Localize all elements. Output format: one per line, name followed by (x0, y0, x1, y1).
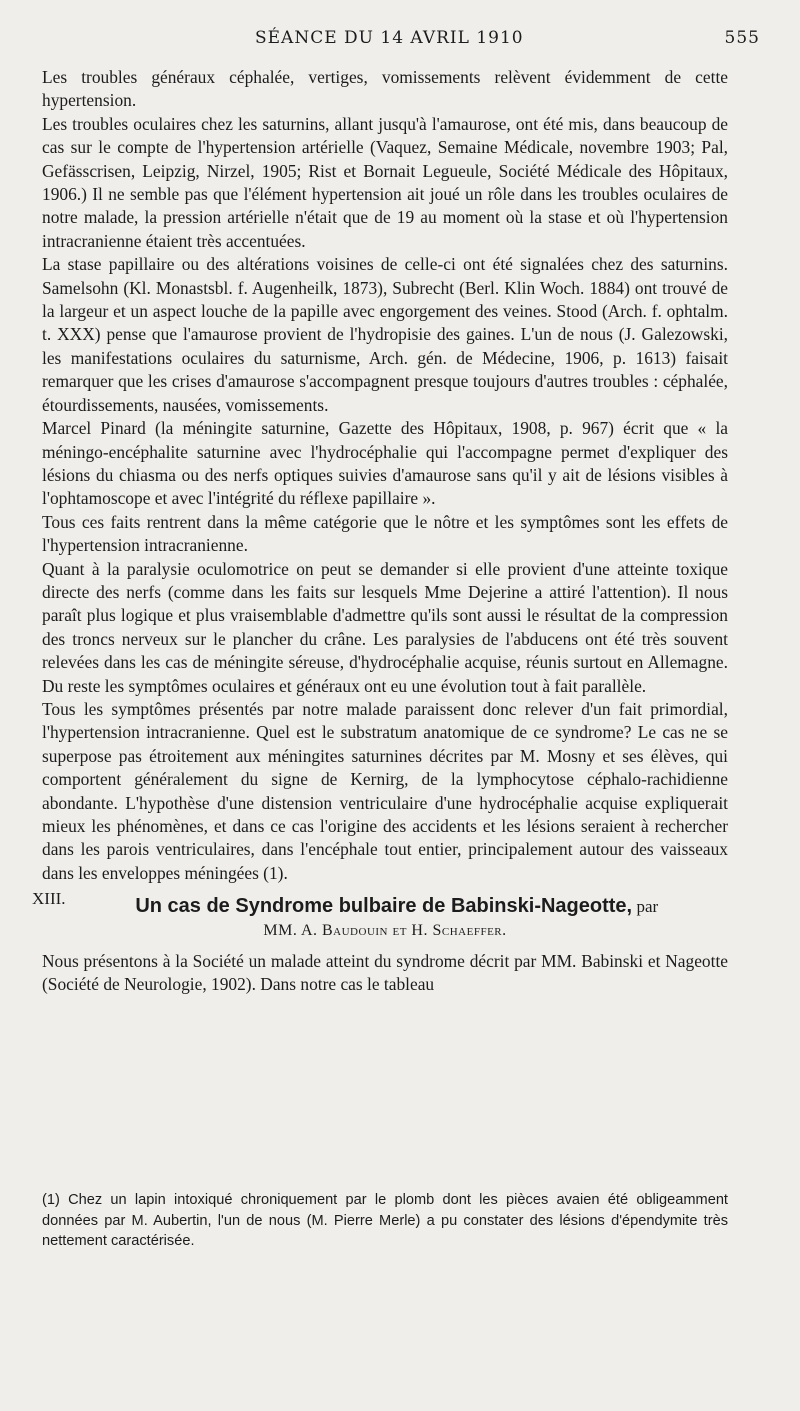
paragraph: Tous les symptômes présentés par notre malade paraissent donc relever d'un fait primordial, l'hypertension intracranienne. Quel est le substratum anatomique de ce syndrome? Le cas ne se superpose pas étroitement aux méningites saturnines décrites par M. Mosny et ses élèves, qui comportent généralement du signe de Kernirg, de la lymphocytose céphalo-rachidienne abondante. L'hypothèse d'une distension ventriculaire d'une hydrocéphalie acquise expliquerait mieux les phénomènes, et dans ce cas l'origine des accidents et les lésions seraient à rechercher dans les parois ventriculaires, dans l'encéphale tout entier, principalement autour des vaisseaux dans les enveloppes méningées (1). (42, 698, 728, 883)
page-number: 555 (724, 28, 760, 48)
paragraph: Marcel Pinard (la méningite saturnine, Gazette des Hôpitaux, 1908, p. 967) écrit que « la méningo-encéphalite saturnine avec l'hydrocéphalie qui l'accompagne permet d'expliquer des lésions du chiasma ou des nerfs optiques suivies d'amaurose sans qu'il y ait de lésions visibles à l'ophtamoscope et avec l'intégrité du réflexe papillaire ». (42, 418, 728, 509)
main-text (32, 66, 728, 997)
section-number: XIII. (32, 889, 66, 909)
footnote-text: (1) Chez un lapin intoxiqué chroniquement par le plomb dont les pièces avaien été obligeamment données par M. Aubertin, l'un de nous (M. Pierre Merle) a pu constater des lésions d'épendymite très nettement caractérisée. (42, 1192, 728, 1249)
paragraph: Les troubles généraux céphalée, vertiges, vomissements relèvent évidemment de cette hypertension. (42, 67, 728, 111)
header-title: SÉANCE DU 14 AVRIL 1910 (255, 28, 524, 48)
section-title: Un cas de Syndrome bulbaire de Babinski-Nageotte, (135, 895, 633, 918)
paragraph: Tous ces faits rentrent dans la même catégorie que le nôtre et les symptômes sont les effets de l'hypertension intracranienne. (42, 511, 728, 556)
section-heading (32, 889, 728, 942)
paragraph: Les troubles oculaires chez les saturnins, allant jusqu'à l'amaurose, ont été mis, dans beaucoup de cas sur le compte de l'hypertension artérielle (Vaquez, Semaine Médicale, novembre 1903; Pal, Gefässcrisen, Leipzig, Nirzel, 1905; Rist et Bornait Legueule, Société Médicale des Hôpitaux, 1906.) Il ne semble pas que l'élément hypertension ait joué un rôle dans les troubles oculaires de notre malade, la pression artérielle n'était que de 19 au moment où la stase et où l'hypertension intracranienne étaient très accentuées. (42, 113, 728, 251)
paragraph: Quant à la paralysie oculomotrice on peut se demander si elle provient d'une atteinte toxique directe des nerfs (comme dans les faits sur lesquels Mme Dejerine a attiré l'attention). Il nous paraît plus logique et plus vraisemblable d'admettre qu'ils sont aussi le résultat de la compression des troncs nerveux sur le plancher du crâne. Les paralysies de l'abducens ont été très souvent relevées dans les cas de méningite séreuse, d'hydrocéphalie acquise, réunis surtout en Allemagne. Du reste les symptômes oculaires et généraux ont eu une évolution tout à fait parallèle. (42, 558, 728, 696)
footnote (42, 1190, 728, 1252)
section-paragraph: Nous présentons à la Société un malade atteint du syndrome décrit par MM. Babinski et Nageotte (Société de Neurologie, 1902). Dans notre cas le tableau (42, 951, 728, 995)
section-par: par (636, 897, 659, 917)
paragraph: La stase papillaire ou des altérations voisines de celle-ci ont été signalées chez des saturnins. Samelsohn (Kl. Monastsbl. f. Augenheilk, 1873), Subrecht (Berl. Klin Woch. 1884) ont trouvé de la largeur et un aspect louche de la papille avec engorgement des veines. Stood (Arch. f. ophtalm. t. XXX) pense que l'amaurose provient de l'hydropisie des gaines. L'un de nous (J. Galezowski, les manifestations oculaires du saturnisme, Arch. gén. de Médecine, 1906, p. 1613) faisait remarquer que les crises d'amaurose s'accompagnent presque toujours d'autres troubles : céphalée, étourdissements, nausées, vomissements. (42, 254, 728, 415)
section-authors: MM. A. Baudouin et H. Schaeffer. (263, 921, 507, 939)
running-header (0, 28, 800, 52)
